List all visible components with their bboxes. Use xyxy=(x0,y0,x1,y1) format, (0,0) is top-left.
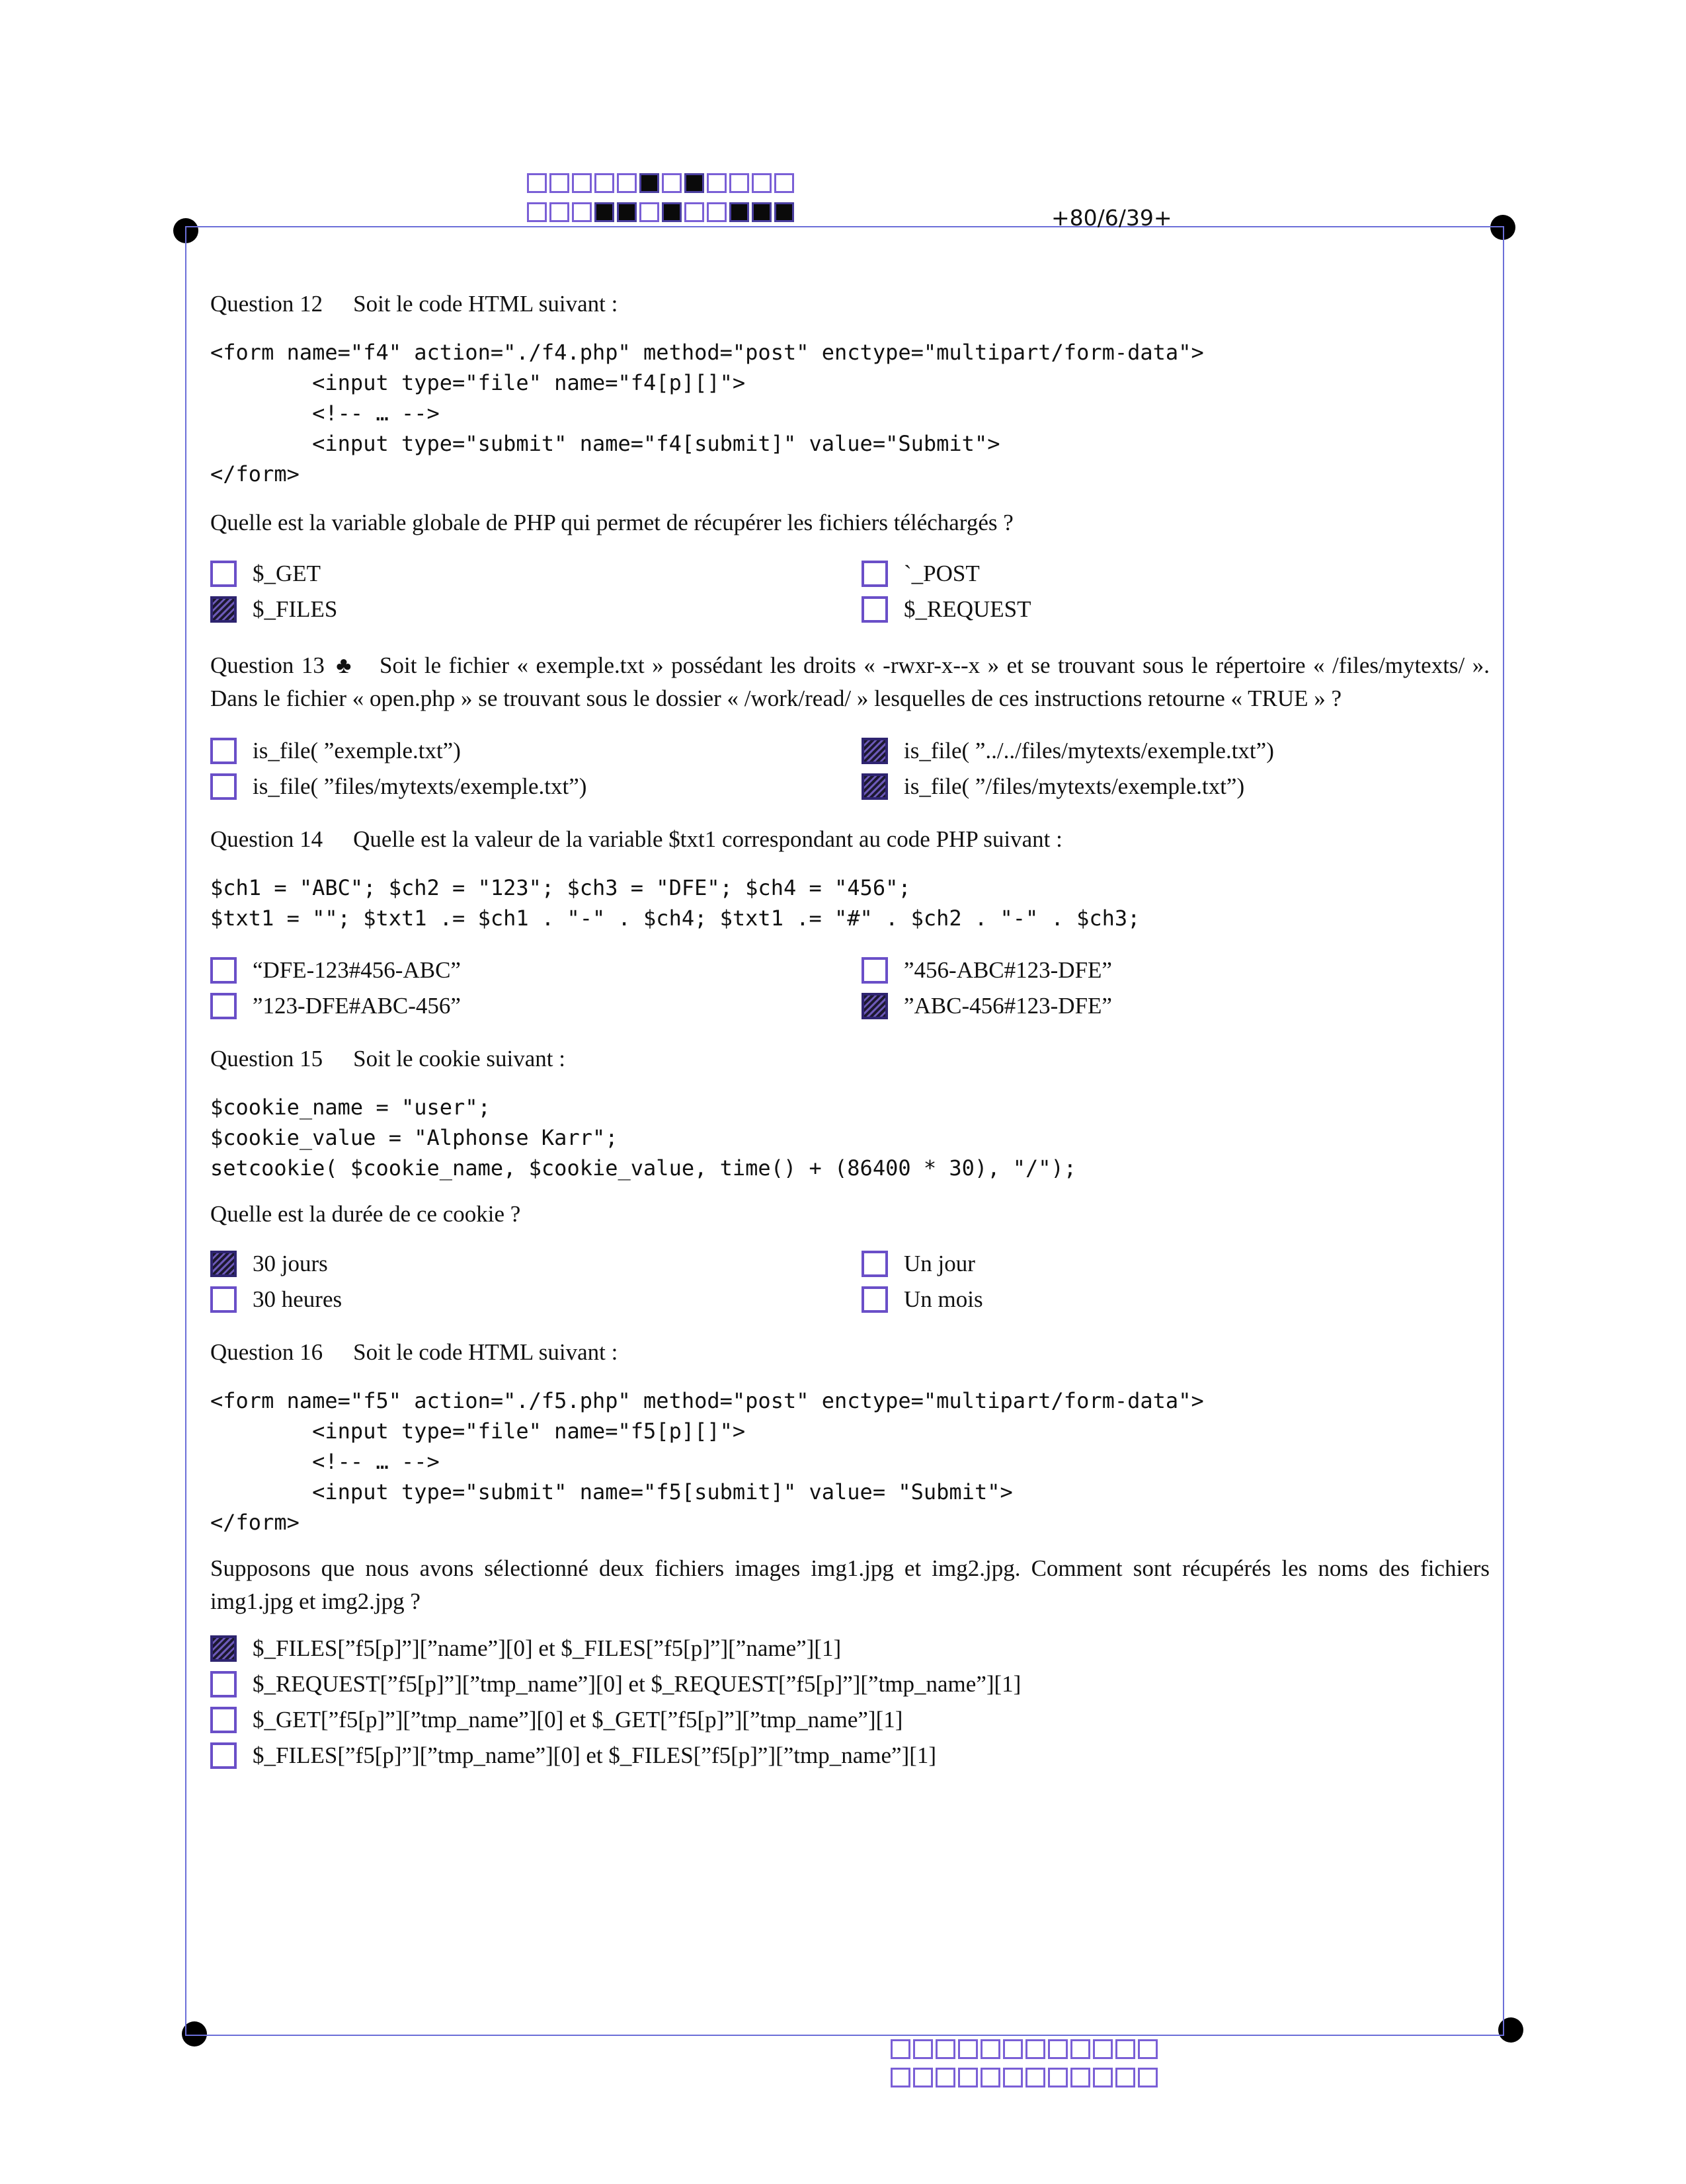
answer-label: ”456-ABC#123-DFE” xyxy=(904,957,1112,983)
code-cell-empty xyxy=(729,173,749,193)
answer-label: is_file( ”../../files/mytexts/exemple.txt”) xyxy=(904,738,1274,763)
answer-option[interactable] xyxy=(210,1635,1490,1662)
bottom-code-row-1 xyxy=(891,2039,1158,2059)
answer-label: 30 jours xyxy=(253,1251,328,1276)
question-text: Quelle est la valeur de la variable $txt1 correspondant au code PHP suivant : xyxy=(353,826,1063,852)
code-cell-filled xyxy=(684,173,704,193)
answer-option[interactable] xyxy=(210,993,862,1019)
answer-label: is_file( ”/files/mytexts/exemple.txt”) xyxy=(904,773,1245,799)
question-14 xyxy=(210,826,1490,1019)
question-13 xyxy=(210,649,1490,800)
code-block: <form name="f4" action="./f4.php" method="post" enctype="multipart/form-data"> <input type="file" name="f4[p][]"> <!-- … --> <input type="submit" name="f4[submit]" value="Submit"> </form> xyxy=(210,340,1204,487)
answer-label: is_file( ”exemple.txt”) xyxy=(253,738,461,763)
answer-grid xyxy=(210,738,1490,800)
answer-checkbox[interactable] xyxy=(210,1635,237,1662)
answer-option[interactable] xyxy=(862,993,1490,1019)
answer-label: $_REQUEST xyxy=(904,596,1031,622)
answer-checkbox[interactable] xyxy=(862,561,888,587)
code-cell-empty xyxy=(913,2068,933,2087)
answer-option[interactable] xyxy=(210,957,862,984)
code-cell-empty xyxy=(958,2068,978,2087)
answer-checkbox[interactable] xyxy=(210,1251,237,1277)
code-cell-empty xyxy=(662,173,682,193)
question-prompt: Quelle est la durée de ce cookie ? xyxy=(210,1201,521,1227)
code-cell-empty xyxy=(752,173,772,193)
code-cell-empty xyxy=(981,2039,1000,2059)
code-cell-empty xyxy=(594,173,614,193)
answer-label: `_POST xyxy=(904,561,980,586)
answer-option[interactable] xyxy=(210,1707,1490,1733)
question-heading xyxy=(210,826,1490,853)
code-cell-filled xyxy=(752,202,772,222)
answer-label: ”123-DFE#ABC-456” xyxy=(253,993,461,1019)
code-cell-empty xyxy=(1070,2068,1090,2087)
answer-option[interactable] xyxy=(210,1742,1490,1769)
code-cell-empty xyxy=(936,2039,955,2059)
top-code-row-2 xyxy=(527,202,794,222)
bottom-code-row-2 xyxy=(891,2068,1158,2087)
code-cell-empty xyxy=(936,2068,955,2087)
code-cell-empty xyxy=(1003,2039,1023,2059)
code-cell-empty xyxy=(1115,2039,1135,2059)
code-cell-empty xyxy=(527,202,547,222)
code-cell-empty xyxy=(1093,2039,1113,2059)
question-number: Question 15 xyxy=(210,1046,323,1072)
answer-checkbox[interactable] xyxy=(862,596,888,623)
answer-option[interactable] xyxy=(210,1251,862,1277)
answer-option[interactable] xyxy=(210,561,862,587)
answer-checkbox[interactable] xyxy=(210,957,237,984)
code-cell-empty xyxy=(639,202,659,222)
question-prompt: Supposons que nous avons sélectionné deux fichiers images img1.jpg et img2.jpg. Comment sont récupérés les noms des fichiers img1.jpg et img2.jpg ? xyxy=(210,1555,1490,1614)
code-cell-empty xyxy=(1025,2039,1045,2059)
answer-checkbox[interactable] xyxy=(862,993,888,1019)
question-15 xyxy=(210,1046,1490,1313)
code-cell-empty xyxy=(617,173,637,193)
code-cell-empty xyxy=(572,202,592,222)
code-cell-empty xyxy=(891,2039,910,2059)
code-cell-empty xyxy=(774,173,794,193)
question-number: Question 14 xyxy=(210,826,323,852)
question-heading xyxy=(210,291,1490,317)
answer-checkbox[interactable] xyxy=(210,1671,237,1697)
answer-option[interactable] xyxy=(862,773,1490,800)
code-cell-empty xyxy=(981,2068,1000,2087)
answer-label: $_GET xyxy=(253,561,321,586)
answer-option[interactable] xyxy=(210,1286,862,1313)
code-block: <form name="f5" action="./f5.php" method="post" enctype="multipart/form-data"> <input type="file" name="f5[p][]"> <!-- … --> <input type="submit" name="f5[submit]" value= "Submit"> </form> xyxy=(210,1388,1204,1535)
answer-option[interactable] xyxy=(862,1286,1490,1313)
answer-option[interactable] xyxy=(862,596,1490,623)
answer-option[interactable] xyxy=(862,1251,1490,1277)
answer-label: $_GET[”f5[p]”][”tmp_name”][0] et $_GET[”f5[p]”][”tmp_name”][1] xyxy=(253,1707,903,1733)
code-cell-empty xyxy=(891,2068,910,2087)
code-cell-empty xyxy=(1070,2039,1090,2059)
answer-grid xyxy=(210,957,1490,1019)
answer-checkbox[interactable] xyxy=(862,1251,888,1277)
answer-option[interactable] xyxy=(210,596,862,623)
exam-content xyxy=(210,291,1490,1769)
answer-checkbox[interactable] xyxy=(210,773,237,800)
sheet-id: +80/6/39+ xyxy=(1051,205,1172,231)
answer-option[interactable] xyxy=(862,957,1490,984)
answer-checkbox[interactable] xyxy=(862,1286,888,1313)
answer-label: Un mois xyxy=(904,1286,983,1312)
code-cell-filled xyxy=(639,173,659,193)
answer-checkbox[interactable] xyxy=(210,1286,237,1313)
code-cell-empty xyxy=(1048,2039,1068,2059)
answer-checkbox[interactable] xyxy=(210,1707,237,1733)
code-cell-empty xyxy=(549,173,569,193)
answer-label: $_FILES xyxy=(253,596,338,622)
code-cell-empty xyxy=(527,173,547,193)
code-cell-empty xyxy=(1138,2068,1158,2087)
code-cell-empty xyxy=(1138,2039,1158,2059)
answer-label: $_FILES[”f5[p]”][”name”][0] et $_FILES[”f5[p]”][”name”][1] xyxy=(253,1635,842,1661)
answer-option[interactable] xyxy=(210,773,862,800)
answer-label: “DFE-123#456-ABC” xyxy=(253,957,461,983)
answer-checkbox[interactable] xyxy=(210,738,237,764)
code-cell-filled xyxy=(617,202,637,222)
question-text: Soit le code HTML suivant : xyxy=(353,291,618,317)
code-cell-empty xyxy=(1048,2068,1068,2087)
club-icon: ♣ xyxy=(336,652,354,678)
code-cell-empty xyxy=(1115,2068,1135,2087)
code-cell-empty xyxy=(913,2039,933,2059)
question-heading xyxy=(210,1339,1490,1366)
code-cell-empty xyxy=(572,173,592,193)
answer-checkbox[interactable] xyxy=(210,993,237,1019)
code-block: $cookie_name = "user"; $cookie_value = "Alphonse Karr"; setcookie( $cookie_name, $cookie_value, time() + (86400 * 30), "/"); xyxy=(210,1095,1077,1181)
answer-label: is_file( ”files/mytexts/exemple.txt”) xyxy=(253,773,587,799)
top-code-row-1 xyxy=(527,173,794,193)
question-heading xyxy=(210,1046,1490,1072)
question-text: Soit le cookie suivant : xyxy=(353,1046,565,1072)
question-number: Question 13 xyxy=(210,652,325,678)
answer-checkbox[interactable] xyxy=(210,1742,237,1769)
code-cell-filled xyxy=(594,202,614,222)
question-16 xyxy=(210,1339,1490,1769)
answer-label: 30 heures xyxy=(253,1286,342,1312)
code-cell-filled xyxy=(729,202,749,222)
code-cell-empty xyxy=(958,2039,978,2059)
code-cell-empty xyxy=(1003,2068,1023,2087)
code-cell-empty xyxy=(707,202,727,222)
question-number: Question 12 xyxy=(210,291,323,317)
answer-checkbox[interactable] xyxy=(210,596,237,623)
question-prompt: Quelle est la variable globale de PHP qui permet de récupérer les fichiers téléchargés ? xyxy=(210,510,1014,535)
code-cell-empty xyxy=(684,202,704,222)
answer-label: Un jour xyxy=(904,1251,975,1276)
question-12 xyxy=(210,291,1490,623)
answer-grid xyxy=(210,561,1490,623)
answer-option[interactable] xyxy=(862,738,1490,764)
answer-checkbox[interactable] xyxy=(862,773,888,800)
code-cell-filled xyxy=(774,202,794,222)
code-block: $ch1 = "ABC"; $ch2 = "123"; $ch3 = "DFE"; $ch4 = "456"; $txt1 = ""; $txt1 .= $ch1 . "-" . $ch4; $txt1 .= "#" . $ch2 . "-" . $ch3; xyxy=(210,875,1141,931)
code-cell-empty xyxy=(707,173,727,193)
answer-list xyxy=(210,1635,1490,1769)
code-cell-empty xyxy=(1093,2068,1113,2087)
answer-label: $_REQUEST[”f5[p]”][”tmp_name”][0] et $_REQUEST[”f5[p]”][”tmp_name”][1] xyxy=(253,1671,1022,1697)
answer-checkbox[interactable] xyxy=(862,957,888,984)
answer-option[interactable] xyxy=(210,1671,1490,1697)
answer-option[interactable] xyxy=(862,561,1490,587)
code-cell-empty xyxy=(549,202,569,222)
answer-grid xyxy=(210,1251,1490,1313)
answer-label: $_FILES[”f5[p]”][”tmp_name”][0] et $_FILES[”f5[p]”][”tmp_name”][1] xyxy=(253,1742,937,1768)
code-cell-filled xyxy=(662,202,682,222)
question-heading xyxy=(210,649,1490,715)
answer-checkbox[interactable] xyxy=(210,561,237,587)
code-cell-empty xyxy=(1025,2068,1045,2087)
answer-label: ”ABC-456#123-DFE” xyxy=(904,993,1112,1019)
question-text: Soit le fichier « exemple.txt » possédant les droits « -rwxr-x--x » et se trouvant sous le répertoire « /files/mytexts/ ». Dans le fichier « open.php » se trouvant sous le dossier « /work/read/ » lesquelles de ces instructions retourne « TRUE » ? xyxy=(210,652,1490,711)
question-text: Soit le code HTML suivant : xyxy=(353,1339,618,1365)
answer-checkbox[interactable] xyxy=(862,738,888,764)
answer-option[interactable] xyxy=(210,738,862,764)
question-number: Question 16 xyxy=(210,1339,323,1365)
